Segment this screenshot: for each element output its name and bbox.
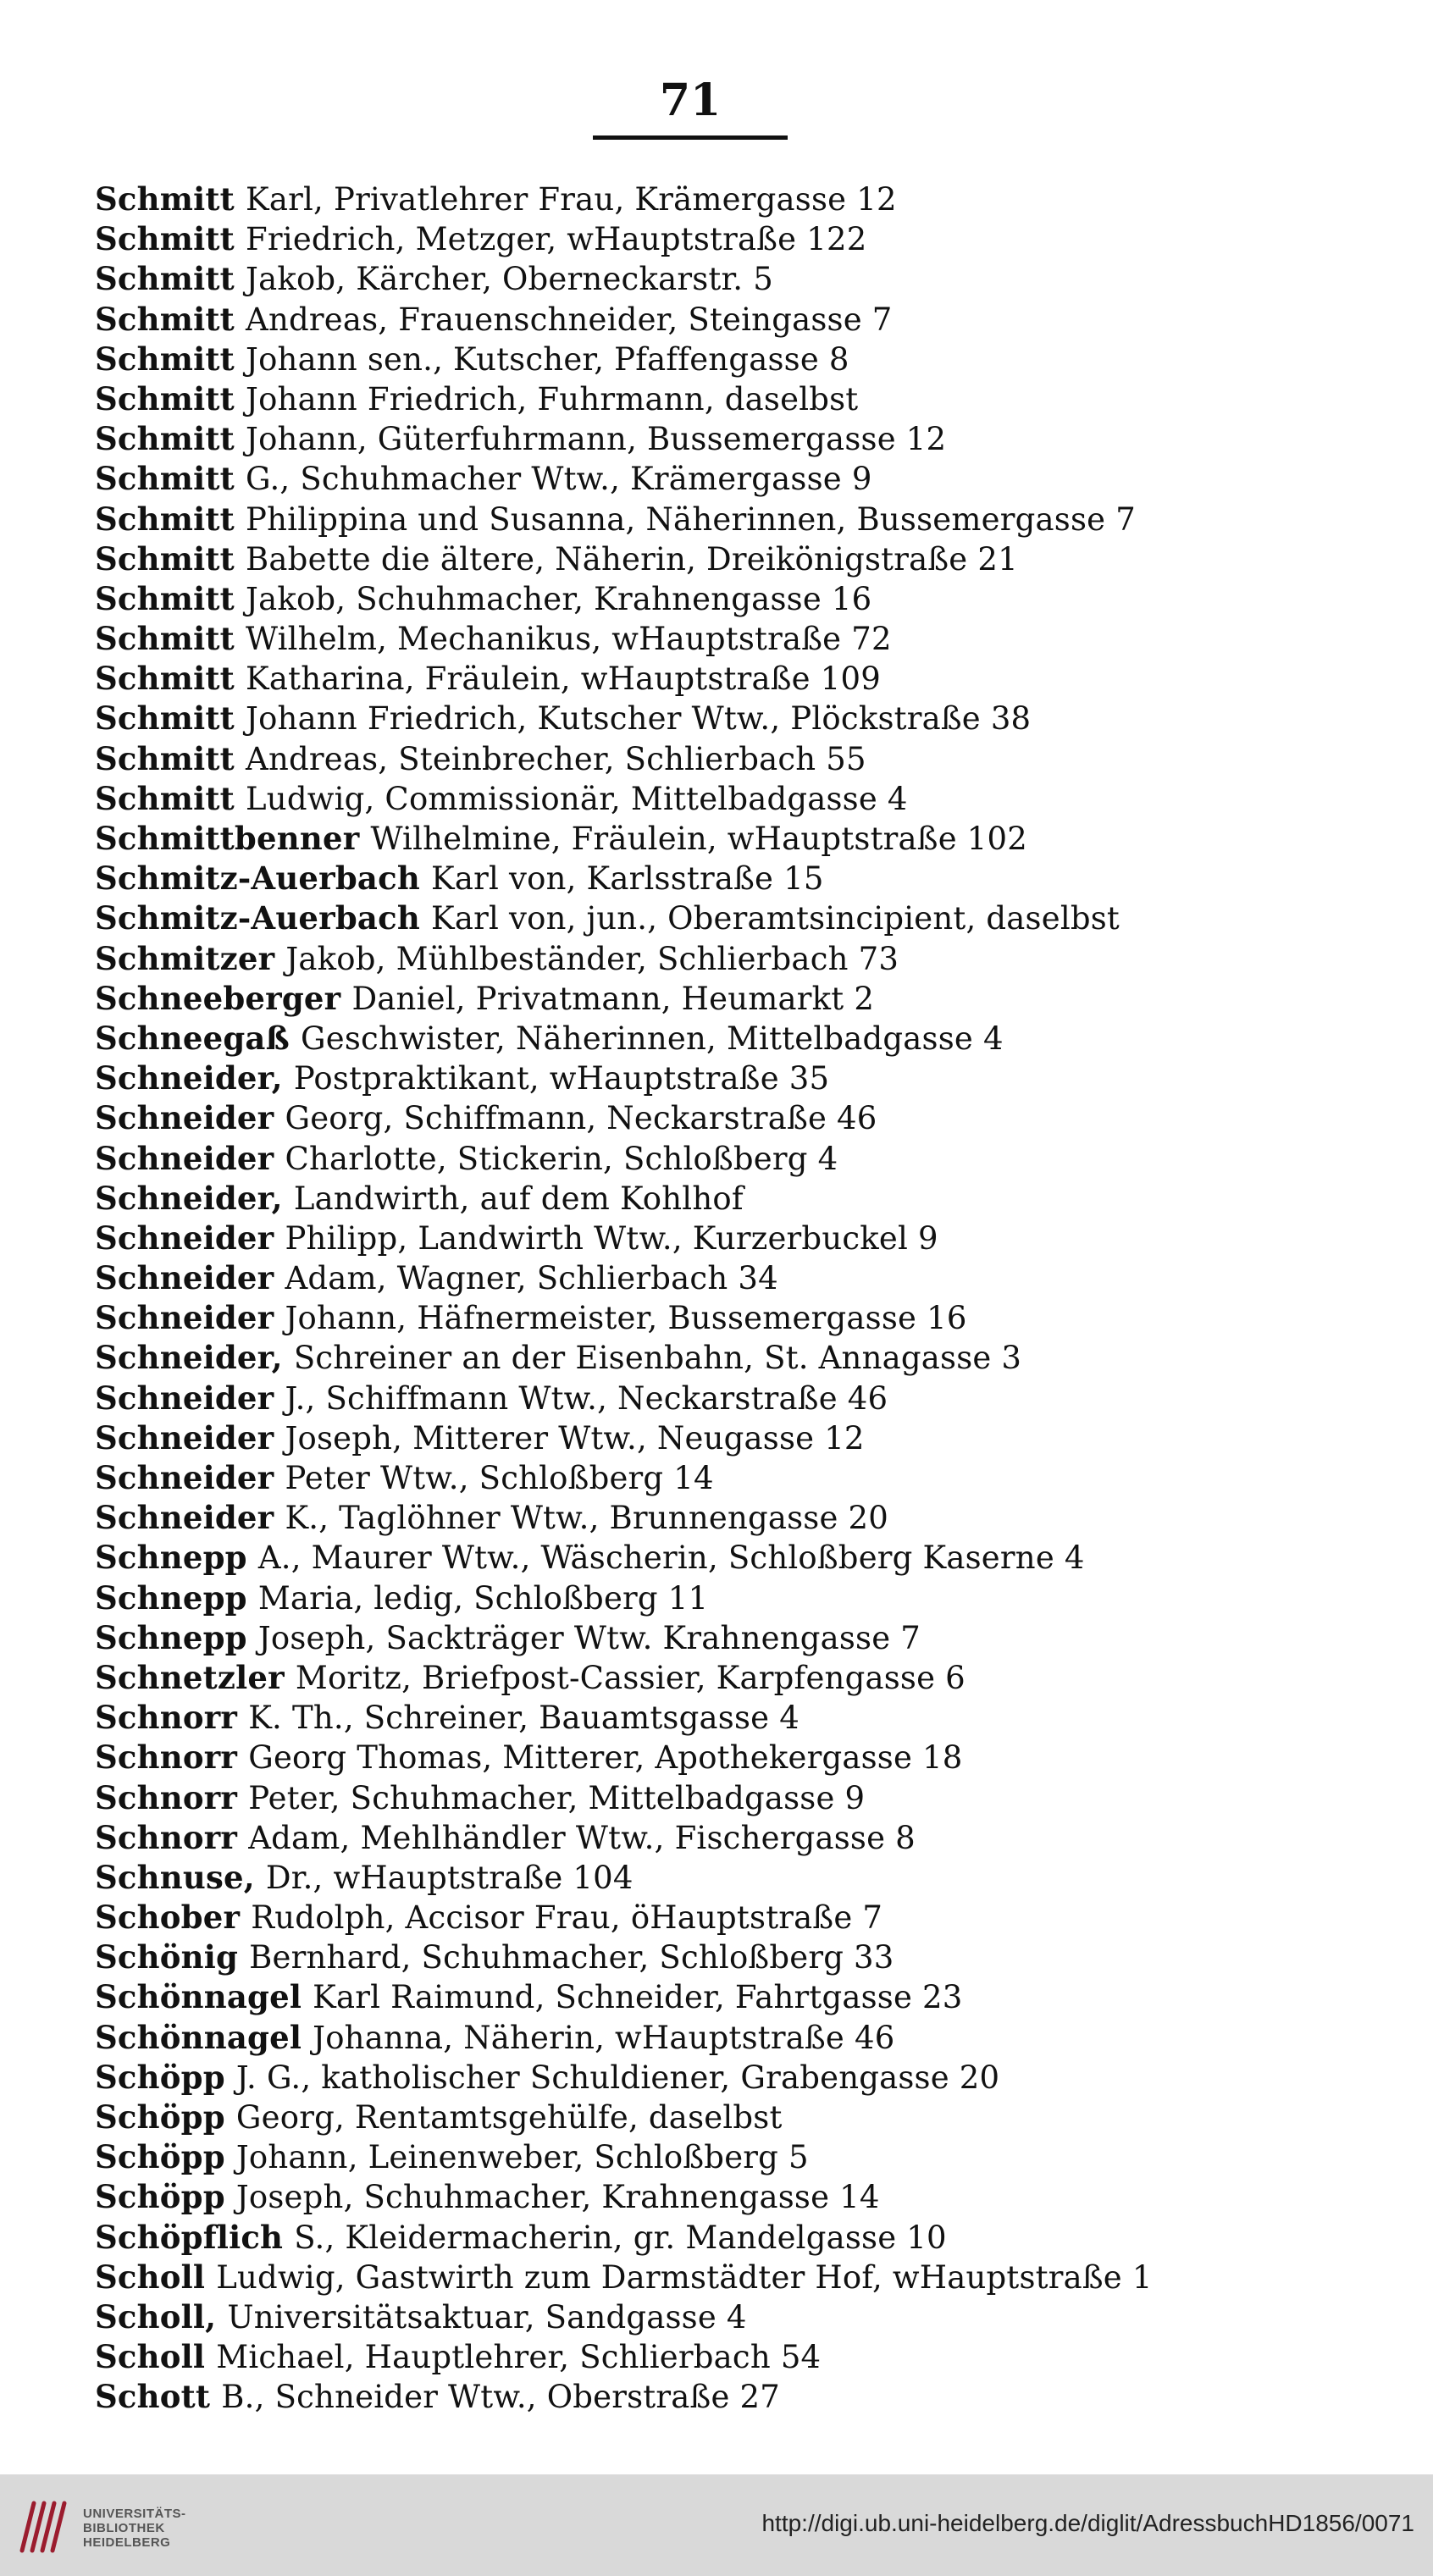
directory-entry (95, 1418, 1416, 1458)
header-rule (593, 135, 788, 140)
entry-details: Johann Friedrich, Fuhrmann, daselbst (246, 380, 859, 417)
directory-entry (95, 1738, 1416, 1777)
entry-details: J. G., katholischer Schuldiener, Grabengasse 20 (235, 2059, 1000, 2096)
entry-details: Georg, Schiffmann, Neckarstraße 46 (285, 1100, 877, 1137)
entry-surname: Schmitz-Auerbach (95, 860, 432, 898)
directory-entries (95, 180, 1416, 2418)
entry-details: Karl, Privatlehrer Frau, Krämergasse 12 (246, 181, 897, 218)
entry-surname: Schneider, (95, 1179, 294, 1217)
directory-entry (95, 939, 1416, 979)
directory-entry (95, 979, 1416, 1019)
entry-details: J., Schiffmann Wtw., Neckarstraße 46 (285, 1379, 888, 1417)
entry-surname: Schönnagel (95, 2018, 313, 2056)
entry-details: Andreas, Frauenschneider, Steingasse 7 (246, 301, 893, 338)
entry-surname: Schneegaß (95, 1019, 301, 1057)
entry-details: Andreas, Steinbrecher, Schlierbach 55 (246, 740, 866, 777)
entry-details: Philippina und Susanna, Näherinnen, Bussemergasse 7 (246, 500, 1136, 538)
entry-details: Georg Thomas, Mitterer, Apothekergasse 18 (248, 1739, 963, 1777)
entry-surname: Schneider, (95, 1059, 294, 1097)
directory-entry (95, 898, 1416, 938)
entry-details: K. Th., Schreiner, Bauamtsgasse 4 (248, 1700, 799, 1737)
entry-details: Johann, Häfnermeister, Bussemergasse 16 (285, 1300, 967, 1337)
entry-details: Karl Raimund, Schneider, Fahrtgasse 23 (313, 1979, 963, 2016)
entry-details: Adam, Wagner, Schlierbach 34 (285, 1260, 778, 1297)
directory-entry (95, 2137, 1416, 2177)
entry-details: B., Schneider Wtw., Oberstraße 27 (221, 2379, 780, 2416)
directory-entry (95, 419, 1416, 459)
entry-surname: Scholl, (95, 2297, 228, 2336)
entry-details: Karl von, Karlsstraße 15 (431, 860, 824, 898)
entry-details: Schreiner an der Eisenbahn, St. Annagasse 3 (293, 1340, 1022, 1377)
entry-details: Joseph, Mitterer Wtw., Neugasse 12 (285, 1419, 865, 1457)
entry-details: Bernhard, Schuhmacher, Schloßberg 33 (249, 1939, 894, 1976)
directory-entry (95, 2258, 1416, 2297)
directory-entry (95, 180, 1416, 219)
entry-surname: Scholl (95, 2338, 217, 2376)
entry-surname: Schneeberger (95, 979, 352, 1017)
directory-entry (95, 1098, 1416, 1138)
directory-entry (95, 1578, 1416, 1618)
entry-surname: Schöpp (95, 2178, 236, 2216)
entry-surname: Schmitt (95, 660, 246, 698)
source-url[interactable]: http://digi.ub.uni-heidelberg.de/diglit/AdressbuchHD1856/0071 (761, 2510, 1414, 2536)
entry-surname: Schöpp (95, 2138, 236, 2176)
entry-details: Peter, Schuhmacher, Mittelbadgasse 9 (248, 1779, 866, 1816)
directory-entry (95, 2177, 1416, 2217)
entry-details: Philipp, Landwirth Wtw., Kurzerbuckel 9 (285, 1219, 938, 1257)
entry-details: Adam, Mehlhändler Wtw., Fischergasse 8 (248, 1819, 916, 1856)
entry-details: Moritz, Briefpost-Cassier, Karpfengasse 6 (295, 1659, 965, 1696)
entry-details: Johann, Güterfuhrmann, Bussemergasse 12 (246, 421, 947, 458)
entry-surname: Schneider (95, 1259, 285, 1297)
entry-surname: Schneider (95, 1139, 285, 1177)
entry-surname: Schmitt (95, 180, 246, 218)
directory-entry (95, 2058, 1416, 2098)
entry-surname: Schnepp (95, 1618, 258, 1656)
directory-entry (95, 1778, 1416, 1818)
entry-details: Georg, Rentamtsgehülfe, daselbst (235, 2099, 783, 2136)
entry-surname: Schmitt (95, 379, 246, 417)
entry-surname: Schmitt (95, 539, 246, 578)
entry-surname: Schnorr (95, 1818, 249, 1856)
entry-surname: Schneider (95, 1299, 285, 1337)
directory-entry (95, 1898, 1416, 1938)
library-name-line: BIBLIOTHEK (83, 2521, 165, 2535)
directory-entry (95, 1858, 1416, 1898)
entry-surname: Schneider (95, 1099, 285, 1137)
directory-entry (95, 1938, 1416, 1977)
directory-entry (95, 379, 1416, 419)
library-name (83, 2507, 186, 2550)
entry-details: Johann sen., Kutscher, Pfaffengasse 8 (246, 340, 849, 378)
entry-surname: Schmittbenner (95, 820, 371, 857)
entry-surname: Schmitt (95, 420, 246, 458)
entry-surname: Schmitt (95, 579, 246, 617)
entry-details: K., Taglöhner Wtw., Brunnengasse 20 (285, 1500, 889, 1537)
directory-entry (95, 1139, 1416, 1179)
entry-details: Ludwig, Gastwirth zum Darmstädter Hof, wHauptstraße 1 (216, 2258, 1153, 2296)
entry-details: Landwirth, auf dem Kohlhof (293, 1180, 744, 1217)
directory-entry (95, 500, 1416, 539)
page-number: 71 (659, 75, 722, 126)
entry-surname: Schnuse, (95, 1858, 266, 1896)
entry-details: A., Maurer Wtw., Wäscherin, Schloßberg Kaserne 4 (257, 1540, 1085, 1577)
entry-surname: Schnorr (95, 1778, 249, 1816)
directory-entry (95, 1179, 1416, 1219)
library-logo-icon (14, 2491, 73, 2559)
entry-surname: Schnorr (95, 1699, 249, 1737)
directory-entry (95, 619, 1416, 659)
directory-entry (95, 1538, 1416, 1578)
directory-entry (95, 2218, 1416, 2258)
directory-entry (95, 1658, 1416, 1698)
entry-surname: Schmitt (95, 779, 246, 817)
entry-surname: Schmitzer (95, 939, 286, 977)
entry-surname: Schöpp (95, 2058, 236, 2096)
entry-details: Johann Friedrich, Kutscher Wtw., Plöckstraße 38 (246, 700, 1032, 738)
entry-surname: Schneider (95, 1499, 285, 1537)
library-name-line: HEIDELBERG (83, 2535, 171, 2550)
entry-surname: Schmitt (95, 699, 246, 738)
directory-entry (95, 579, 1416, 619)
entry-surname: Schönnagel (95, 1978, 313, 2016)
directory-entry (95, 1019, 1416, 1059)
directory-entry (95, 1458, 1416, 1498)
entry-surname: Schöpflich (95, 2218, 295, 2256)
entry-surname: Schmitt (95, 220, 246, 258)
entry-surname: Schnepp (95, 1578, 258, 1617)
directory-entry (95, 2337, 1416, 2377)
entry-details: Michael, Hauptlehrer, Schlierbach 54 (216, 2339, 822, 2376)
entry-details: Wilhelmine, Fräulein, wHauptstraße 102 (370, 821, 1027, 857)
entry-details: Johann, Leinenweber, Schloßberg 5 (235, 2139, 809, 2176)
entry-surname: Schnepp (95, 1539, 258, 1577)
entry-surname: Schott (95, 2378, 222, 2416)
entry-surname: Schmitt (95, 340, 246, 378)
entry-details: Wilhelm, Mechanikus, wHauptstraße 72 (246, 621, 892, 658)
library-logo[interactable] (14, 2491, 268, 2559)
entry-details: Jakob, Schuhmacher, Krahnengasse 16 (246, 580, 872, 617)
entry-surname: Schnorr (95, 1739, 249, 1777)
entry-details: G., Schuhmacher Wtw., Krämergasse 9 (246, 461, 872, 498)
entry-details: Peter Wtw., Schloßberg 14 (285, 1460, 714, 1496)
entry-details: Jakob, Mühlbeständer, Schlierbach 73 (285, 940, 899, 977)
directory-entry (95, 859, 1416, 898)
directory-entry (95, 1258, 1416, 1298)
directory-entry (95, 1818, 1416, 1858)
directory-entry (95, 459, 1416, 499)
directory-entry (95, 739, 1416, 779)
directory-entry (95, 1059, 1416, 1098)
entry-details: Joseph, Sackträger Wtw. Krahnengasse 7 (257, 1619, 921, 1656)
directory-entry (95, 1219, 1416, 1258)
directory-entry (95, 1498, 1416, 1538)
entry-details: Maria, ledig, Schloßberg 11 (257, 1579, 709, 1617)
entry-details: Postpraktikant, wHauptstraße 35 (293, 1060, 830, 1097)
directory-entry (95, 340, 1416, 379)
entry-details: Geschwister, Näherinnen, Mittelbadgasse 4 (300, 1020, 1004, 1057)
directory-entry (95, 1977, 1416, 2017)
entry-surname: Schönig (95, 1938, 250, 1976)
entry-details: Katharina, Fräulein, wHauptstraße 109 (246, 661, 881, 698)
directory-entry (95, 1698, 1416, 1738)
directory-entry (95, 259, 1416, 299)
entry-surname: Schmitt (95, 620, 246, 658)
entry-details: Charlotte, Stickerin, Schloßberg 4 (285, 1140, 838, 1177)
directory-entry (95, 1338, 1416, 1378)
entry-details: Friedrich, Metzger, wHauptstraße 122 (246, 221, 867, 258)
directory-entry (95, 2098, 1416, 2137)
entry-surname: Schneider (95, 1379, 285, 1417)
directory-entry (95, 2297, 1416, 2337)
viewer-footer (0, 2474, 1433, 2576)
directory-entry (95, 539, 1416, 579)
entry-details: Joseph, Schuhmacher, Krahnengasse 14 (235, 2179, 880, 2216)
directory-entry (95, 219, 1416, 259)
directory-entry (95, 699, 1416, 738)
entry-surname: Schmitt (95, 739, 246, 777)
directory-entry (95, 819, 1416, 859)
entry-surname: Schmitt (95, 500, 246, 538)
entry-details: Daniel, Privatmann, Heumarkt 2 (351, 980, 875, 1017)
entry-details: Jakob, Kärcher, Oberneckarstr. 5 (246, 261, 773, 298)
entry-surname: Schmitz-Auerbach (95, 899, 432, 937)
library-name-line: UNIVERSITÄTS- (83, 2507, 186, 2521)
entry-surname: Schneider, (95, 1339, 294, 1377)
entry-details: Universitätsaktuar, Sandgasse 4 (227, 2298, 747, 2336)
entry-surname: Schmitt (95, 300, 246, 338)
entry-surname: Schober (95, 1899, 252, 1937)
entry-details: Ludwig, Commissionär, Mittelbadgasse 4 (246, 780, 908, 817)
directory-entry (95, 1618, 1416, 1658)
entry-surname: Schnetzler (95, 1658, 296, 1696)
entry-details: Dr., wHauptstraße 104 (265, 1859, 634, 1896)
directory-entry (95, 2018, 1416, 2058)
entry-surname: Schneider (95, 1219, 285, 1257)
entry-details: Babette die ältere, Näherin, Dreikönigstraße 21 (246, 540, 1018, 578)
directory-entry (95, 779, 1416, 819)
entry-details: Rudolph, Accisor Frau, öHauptstraße 7 (251, 1899, 883, 1937)
directory-entry (95, 300, 1416, 340)
directory-entry (95, 2377, 1416, 2417)
entry-details: Karl von, jun., Oberamtsincipient, daselbst (431, 900, 1120, 937)
entry-details: S., Kleidermacherin, gr. Mandelgasse 10 (294, 2219, 947, 2256)
entry-details: Johanna, Näherin, wHauptstraße 46 (313, 2019, 895, 2056)
entry-surname: Schneider (95, 1459, 285, 1496)
entry-surname: Scholl (95, 2258, 217, 2296)
entry-surname: Schneider (95, 1418, 285, 1457)
entry-surname: Schöpp (95, 2098, 236, 2136)
directory-entry (95, 659, 1416, 699)
entry-surname: Schmitt (95, 460, 246, 498)
directory-entry (95, 1379, 1416, 1418)
entry-surname: Schmitt (95, 260, 246, 298)
directory-entry (95, 1298, 1416, 1338)
